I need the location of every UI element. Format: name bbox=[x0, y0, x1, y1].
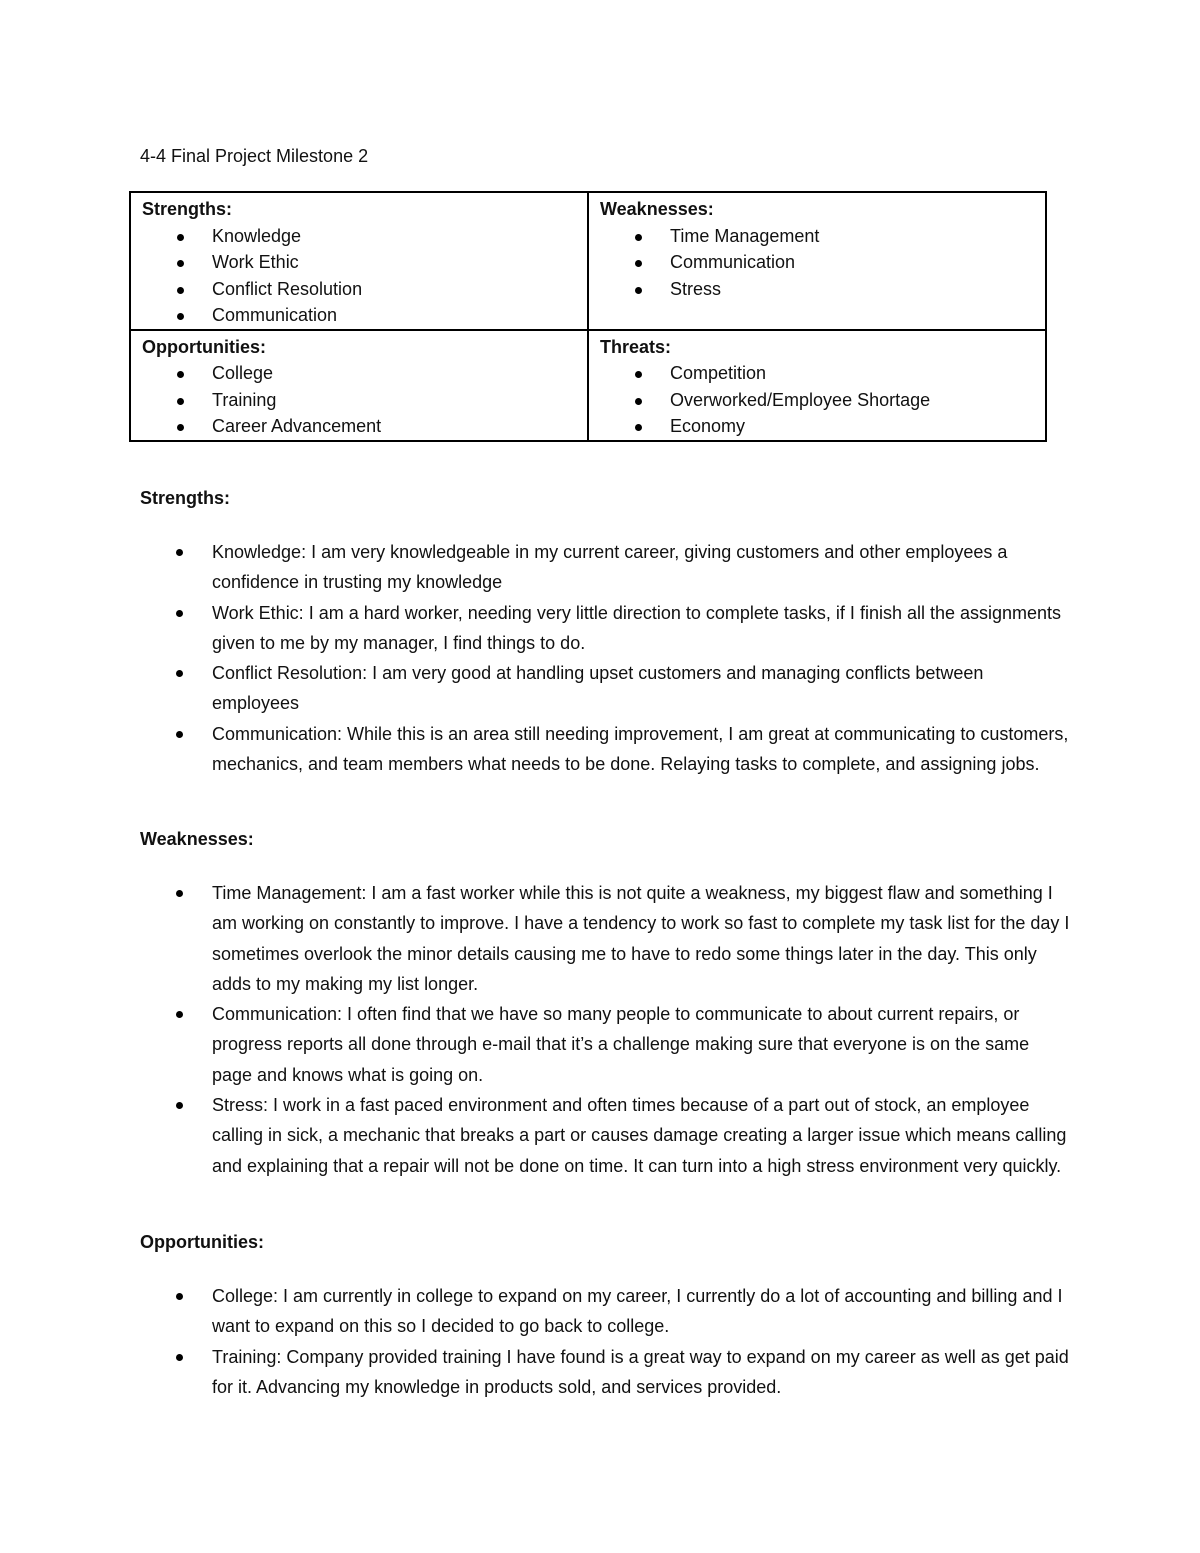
opportunities-cell bbox=[130, 330, 588, 441]
list-item: Conflict Resolution: I am very good at handling upset customers and managing conflicts between employees bbox=[140, 658, 1070, 719]
list-item: Communication: While this is an area still needing improvement, I am great at communicating to customers, mechanics, and team members what needs to be done. Relaying tasks to complete, and assigning jobs. bbox=[140, 719, 1070, 780]
opportunities-cell-heading: Opportunities: bbox=[142, 336, 266, 357]
list-item: Overworked/Employee Shortage bbox=[600, 387, 1035, 414]
threats-cell-heading: Threats: bbox=[600, 336, 672, 357]
threats-cell bbox=[588, 330, 1046, 441]
list-item: Conflict Resolution bbox=[142, 276, 577, 303]
list-item: Competition bbox=[600, 360, 1035, 387]
list-item: College: I am currently in college to expand on my career, I currently do a lot of accounting and billing and I want to expand on this so I decided to go back to college. bbox=[140, 1281, 1070, 1342]
swot-table bbox=[129, 191, 1047, 442]
list-item: Work Ethic: I am a hard worker, needing very little direction to complete tasks, if I finish all the assignments given to me by my manager, I find things to do. bbox=[140, 598, 1070, 659]
strengths-cell-heading: Strengths: bbox=[142, 199, 232, 219]
list-item: Stress: I work in a fast paced environment and often times because of a part out of stock, an employee calling in sick, a mechanic that breaks a part or causes damage creating a larger issue which means calling and explaining that a repair will not be done on time. It can turn into a high stress environment very quickly. bbox=[140, 1090, 1070, 1181]
list-item: Communication bbox=[142, 302, 577, 329]
strengths-cell bbox=[130, 192, 588, 330]
weaknesses-section bbox=[140, 826, 1070, 1181]
document-title: 4-4 Final Project Milestone 2 bbox=[140, 146, 369, 166]
list-item: Stress bbox=[600, 276, 1035, 303]
strengths-heading: Strengths: bbox=[140, 488, 230, 508]
list-item: Time Management bbox=[600, 223, 1035, 250]
list-item: Work Ethic bbox=[142, 249, 577, 276]
strengths-section bbox=[140, 485, 1070, 779]
list-item: Knowledge bbox=[142, 223, 577, 250]
weaknesses-cell bbox=[588, 192, 1046, 330]
list-item: Knowledge: I am very knowledgeable in my current career, giving customers and other employees a confidence in trusting my knowledge bbox=[140, 537, 1070, 598]
list-item: Career Advancement bbox=[142, 413, 577, 440]
list-item: College bbox=[142, 360, 577, 387]
opportunities-section bbox=[140, 1229, 1070, 1402]
weaknesses-heading: Weaknesses: bbox=[140, 829, 254, 849]
list-item: Communication bbox=[600, 249, 1035, 276]
list-item: Economy bbox=[600, 413, 1035, 440]
weaknesses-cell-heading: Weaknesses: bbox=[600, 199, 714, 219]
list-item: Training bbox=[142, 387, 577, 414]
list-item: Communication: I often find that we have so many people to communicate to about current repairs, or progress reports all done through e-mail that it’s a challenge making sure that everyone is on the same page and knows what is going on. bbox=[140, 999, 1070, 1090]
opportunities-heading: Opportunities: bbox=[140, 1232, 264, 1252]
list-item: Time Management: I am a fast worker while this is not quite a weakness, my biggest flaw and something I am working on constantly to improve. I have a tendency to work so fast to complete my task list for the day I sometimes overlook the minor details causing me to have to redo some things later in the day. This only adds to my making my list longer. bbox=[140, 878, 1070, 999]
list-item: Training: Company provided training I have found is a great way to expand on my career as well as get paid for it. Advancing my knowledge in products sold, and services provided. bbox=[140, 1342, 1070, 1403]
